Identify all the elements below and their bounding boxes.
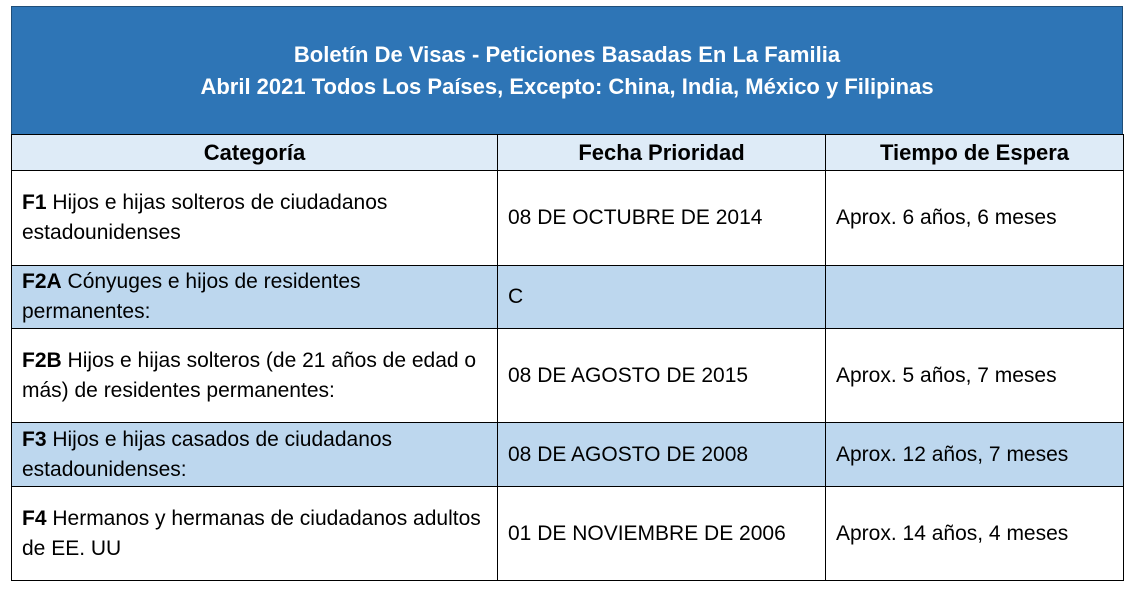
category-description: Hijos e hijas solteros de ciudadanos estadounidenses bbox=[22, 191, 388, 244]
category-cell bbox=[12, 487, 498, 581]
header-wait-time: Tiempo de Espera bbox=[826, 135, 1124, 171]
table-row bbox=[12, 329, 1124, 423]
category-code: F3 bbox=[22, 427, 47, 451]
visa-bulletin-table-container bbox=[11, 6, 1123, 581]
banner-subtitle: Abril 2021 Todos Los Países, Excepto: China, India, México y Filipinas bbox=[200, 73, 934, 99]
wait-time-cell: Aprox. 5 años, 7 meses bbox=[826, 329, 1124, 423]
category-code: F1 bbox=[22, 191, 47, 214]
table-row bbox=[12, 266, 1124, 329]
wait-time-cell bbox=[826, 266, 1124, 329]
table-row bbox=[12, 423, 1124, 487]
category-description: Cónyuges e hijos de residentes permanentes: bbox=[22, 270, 361, 323]
wait-time-cell: Aprox. 14 años, 4 meses bbox=[826, 487, 1124, 581]
priority-date-cell: 08 DE AGOSTO DE 2008 bbox=[498, 423, 826, 487]
visa-bulletin-table bbox=[11, 134, 1124, 581]
category-description: Hijos e hijas solteros (de 21 años de edad o más) de residentes permanentes: bbox=[22, 348, 477, 402]
priority-date-cell: 08 DE OCTUBRE DE 2014 bbox=[498, 171, 826, 266]
category-cell bbox=[12, 266, 498, 329]
table-banner bbox=[11, 6, 1123, 134]
table-row bbox=[12, 171, 1124, 266]
priority-date-cell: C bbox=[498, 266, 826, 329]
category-cell bbox=[12, 171, 498, 266]
priority-date-cell: 08 DE AGOSTO DE 2015 bbox=[498, 329, 826, 423]
header-row bbox=[12, 135, 1124, 171]
category-code: F2A bbox=[22, 270, 62, 293]
table-row bbox=[12, 487, 1124, 581]
category-code: F2B bbox=[22, 348, 62, 372]
category-description: Hermanos y hermanas de ciudadanos adultos de EE. UU bbox=[22, 506, 481, 560]
category-cell bbox=[12, 329, 498, 423]
header-priority-date: Fecha Prioridad bbox=[498, 135, 826, 171]
wait-time-cell: Aprox. 12 años, 7 meses bbox=[826, 423, 1124, 487]
category-code: F4 bbox=[22, 506, 47, 530]
wait-time-cell: Aprox. 6 años, 6 meses bbox=[826, 171, 1124, 266]
category-cell bbox=[12, 423, 498, 487]
banner-title: Boletín De Visas - Peticiones Basadas En La Familia bbox=[293, 41, 841, 67]
category-description: Hijos e hijas casados de ciudadanos estadounidenses: bbox=[22, 427, 393, 481]
priority-date-cell: 01 DE NOVIEMBRE DE 2006 bbox=[498, 487, 826, 581]
header-category: Categoría bbox=[12, 135, 498, 171]
